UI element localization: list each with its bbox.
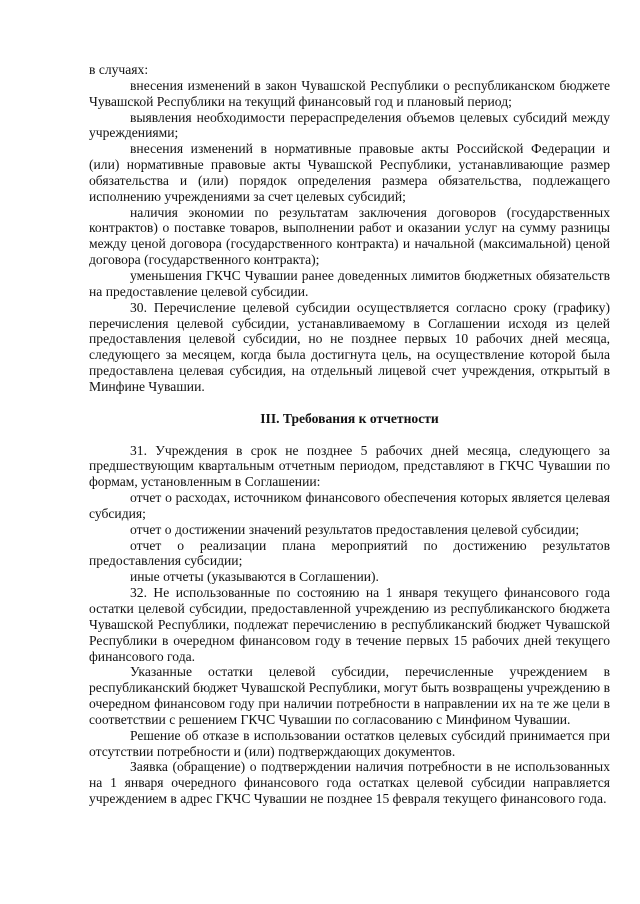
paragraph-item-32: 32. Не использованные по состоянию на 1 января текущего финансового года остатки целевой субсидии, предоставленной учреждению из республиканского бюджета Чувашской Республики, подлежат перечислению в республиканский бюджет Чувашской Республики в очередном финансовом году в течение первых 15 рабочих дней текущего финансового года. [89, 585, 610, 664]
paragraph-savings: наличия экономии по результатам заключения договоров (государственных контрактов) о поставке товаров, выполнении работ и оказании услуг на сумму разницы между ценой договора (государственного контракта) и начальной (максимальной) ценой договора (государственного контракта); [89, 204, 610, 268]
paragraph-returned-balances: Указанные остатки целевой субсидии, перечисленные учреждением в республиканский бюджет Чувашской Республики, могут быть возвращены учреждению в очередном финансовом году при наличии потребности в направлении их на те же цели в соответствии с решением ГКЧС Чувашии по согласованию с Минфином Чувашии. [89, 664, 610, 727]
document-page [89, 62, 610, 807]
section-heading: III. Требования к отчетности [260, 410, 439, 426]
paragraph-item-31: 31. Учреждения в срок не позднее 5 рабочих дней месяца, следующего за предшествующим квартальным отчетным периодом, представляют в ГКЧС Чувашии по формам, установленным в Соглашении: [89, 442, 610, 490]
paragraph-results-report: отчет о достижении значений результатов предоставления целевой субсидии; [130, 521, 580, 537]
paragraph-expense-report: отчет о расходах, источником финансового обеспечения которых является целевая субсидия; [89, 490, 610, 521]
paragraph-law-changes: внесения изменений в закон Чувашской Республики о республиканском бюджете Чувашской Республики на текущий финансовый год и плановый период; [89, 77, 610, 109]
paragraph-limits-reduction: уменьшения ГКЧС Чувашии ранее доведенных лимитов бюджетных обязательств на предоставление целевой субсидии. [89, 267, 610, 299]
paragraph-plan-report: отчет о реализации плана мероприятий по достижению результатов предоставления субсидии; [89, 537, 610, 569]
paragraph-refusal-decision: Решение об отказе в использовании остатков целевых субсидий принимается при отсутствии потребности и (или) подтверждающих документов. [89, 727, 610, 759]
paragraph-in-cases: в случаях: [89, 62, 149, 77]
paragraph-legal-acts: внесения изменений в нормативные правовые акты Российской Федерации и (или) нормативные правовые акты Чувашской Республики, устанавливающие размер обязательства и (или) порядок определения размера обязательства, подлежащего исполнению учреждениями за счет целевых субсидий; [89, 141, 610, 204]
paragraph-item-30: 30. Перечисление целевой субсидии осуществляется согласно сроку (графику) перечисления целевой субсидии, устанавливаемому в Соглашении исходя из целей предоставления целевой субсидии, но не позднее первых 10 рабочих дней месяца, следующего за месяцем, когда была достигнута цель, на осуществление которой была предоставлена целевая субсидия, на отдельный лицевой счет учреждения, открытый в Минфине Чувашии. [89, 299, 610, 394]
paragraph-redistribution: выявления необходимости перераспределения объемов целевых субсидий между учреждениями; [89, 109, 610, 141]
paragraph-other-reports: иные отчеты (указываются в Соглашении). [130, 569, 379, 585]
paragraph-application: Заявка (обращение) о подтверждении наличия потребности в не использованных на 1 января очередного финансового года остатках целевой субсидии направляется учреждением в адрес ГКЧС Чувашии не позднее 15 февраля текущего финансового года. [89, 759, 610, 807]
